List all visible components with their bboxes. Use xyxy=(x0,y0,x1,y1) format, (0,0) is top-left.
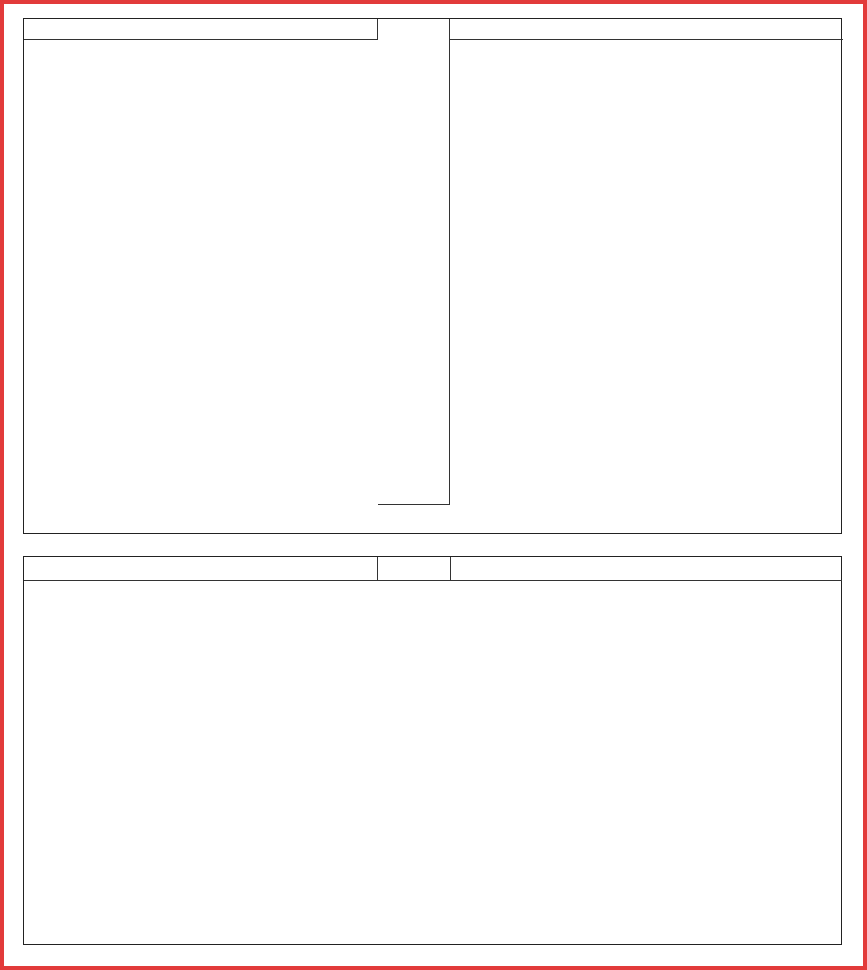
owner-operator-title xyxy=(24,557,378,581)
column-gap xyxy=(378,19,450,505)
out-of-town-title xyxy=(24,19,378,40)
bottom-expense-table xyxy=(23,556,842,945)
misc-title xyxy=(450,19,843,40)
top-expense-table xyxy=(23,18,842,534)
header-spacer xyxy=(378,557,451,581)
dues-fees-title xyxy=(451,557,842,581)
